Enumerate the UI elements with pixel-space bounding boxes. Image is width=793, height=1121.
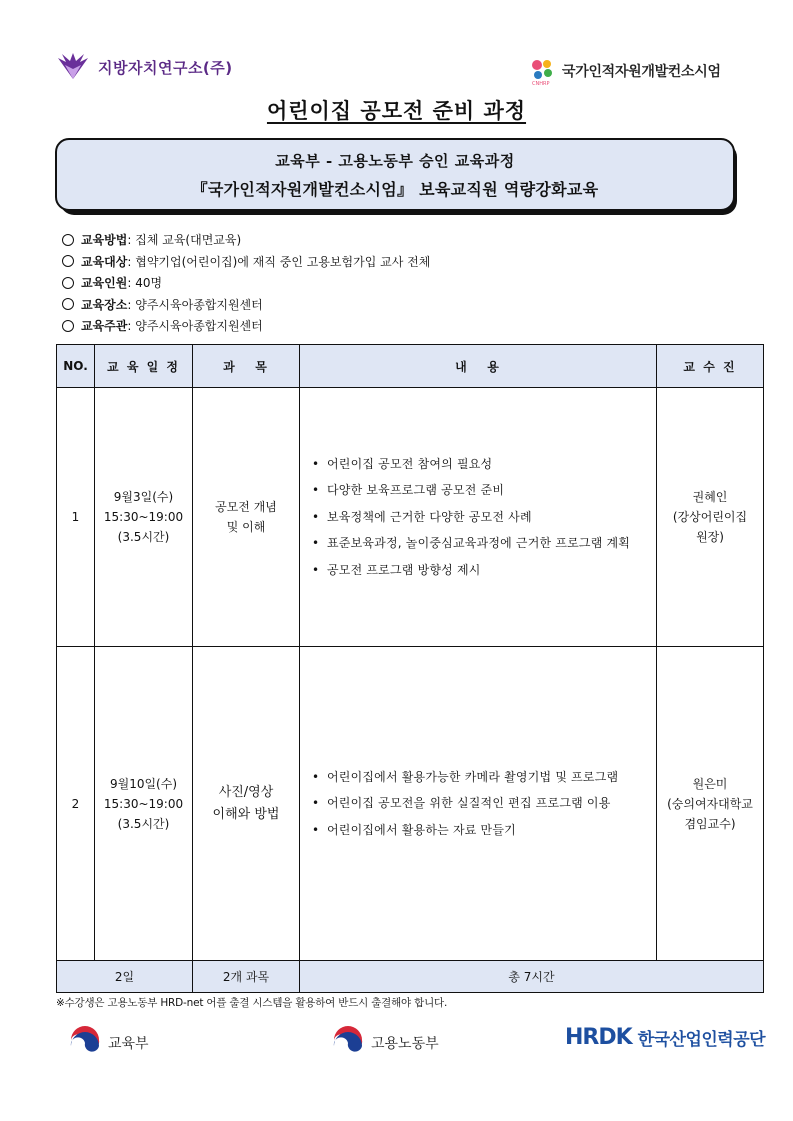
- info-label: 교육주관: [81, 319, 128, 334]
- instructor-org: (강상어린이집: [672, 510, 748, 524]
- date-duration: (3.5시간): [117, 816, 170, 831]
- taegeuk-icon: [331, 1026, 365, 1060]
- row-content: [300, 647, 657, 961]
- hrdk-mark: HRDK: [565, 1025, 632, 1050]
- list-item: • 다양한 보육프로그램 공모전 준비: [310, 477, 650, 504]
- list-item: • 어린이집에서 활용가능한 카메라 촬영기법 및 프로그램: [310, 764, 650, 791]
- row-subject: [193, 388, 300, 647]
- list-item: • 어린이집 공모전을 위한 실질적인 편집 프로그램 이용: [310, 790, 650, 817]
- mol-name: 고용노동부: [371, 1036, 439, 1052]
- lab-org-name: 지방자치연구소(주): [98, 58, 233, 77]
- moe-name: 교육부: [108, 1036, 149, 1052]
- info-location: [62, 294, 430, 316]
- info-value: : 양주시육아종합지원센터: [127, 297, 263, 312]
- list-item: • 표준보육과정, 놀이중심교육과정에 근거한 프로그램 계획: [310, 530, 650, 557]
- instructor-role: 겸임교수): [684, 816, 736, 831]
- row-no: 2: [57, 647, 95, 961]
- circle-bullet-icon: [62, 234, 74, 246]
- table-row: [57, 388, 764, 647]
- total-hours: 총 7시간: [300, 961, 764, 993]
- subject-line: 및 이해: [226, 520, 266, 534]
- svg-text:CNHRP: CNHRP: [532, 81, 550, 86]
- circle-bullet-icon: [62, 255, 74, 267]
- circle-bullet-icon: [62, 277, 74, 289]
- list-item: • 어린이집 공모전 참여의 필요성: [310, 451, 650, 478]
- list-item: • 공모전 프로그램 방향성 제시: [310, 557, 650, 584]
- page-title-text: 어린이집 공모전 준비 과정: [266, 99, 527, 123]
- info-organizer: [62, 315, 430, 337]
- list-item: • 보육정책에 근거한 다양한 공모전 사례: [310, 504, 650, 531]
- date-day: 9월3일(수): [113, 490, 174, 504]
- info-value: : 양주시육아종합지원센터: [127, 319, 263, 334]
- info-label: 교육장소: [81, 297, 128, 312]
- total-days: 2일: [57, 961, 193, 993]
- info-label: 교육방법: [81, 233, 128, 248]
- circle-bullet-icon: [62, 298, 74, 310]
- info-value: : 집체 교육(대면교육): [127, 233, 242, 248]
- instructor-name: 원은미: [692, 776, 728, 791]
- row-no: 1: [57, 388, 95, 647]
- date-time: 15:30~19:00: [103, 510, 184, 524]
- schedule-table: [56, 344, 764, 993]
- total-subjects: 2개 과목: [193, 961, 300, 993]
- consortium-name: 국가인적자원개발컨소시엄: [562, 64, 721, 80]
- header-subject: 과 목: [193, 345, 300, 388]
- mol-logo: [331, 1026, 439, 1060]
- list-item: • 어린이집에서 활용하는 자료 만들기: [310, 817, 650, 844]
- row-instructor: [657, 647, 764, 961]
- banner-line-1: 교육부 - 고용노동부 승인 교육과정: [275, 151, 515, 170]
- page-title: [0, 95, 793, 125]
- row-subject: [193, 647, 300, 961]
- header-date: 교 육 일 정: [95, 345, 193, 388]
- hrdk-name: 한국산업인력공단: [637, 1030, 766, 1050]
- row-content: [300, 388, 657, 647]
- taegeuk-icon: [68, 1026, 102, 1060]
- subject-line: 공모전 개념: [215, 500, 277, 514]
- course-info-list: [62, 229, 430, 337]
- table-row: [57, 647, 764, 961]
- subject-line: 이해와 방법: [212, 806, 280, 822]
- circle-bullet-icon: [62, 320, 74, 332]
- wing-emblem-icon: [56, 52, 90, 82]
- date-duration: (3.5시간): [117, 530, 170, 544]
- moe-logo: [68, 1026, 149, 1060]
- content-list: [310, 764, 650, 844]
- attendance-note: ※수강생은 고용노동부 HRD-net 어플 출결 시스템을 활용하여 반드시 출결해야 합니다.: [56, 997, 448, 1009]
- table-header-row: [57, 345, 764, 388]
- row-date: [95, 388, 193, 647]
- course-banner: [55, 138, 735, 211]
- banner-line-2: 『국가인적자원개발컨소시엄』 보육교직원 역량강화교육: [191, 179, 599, 199]
- instructor-name: 권혜인: [692, 490, 728, 504]
- info-value: : 40명: [127, 276, 163, 291]
- info-label: 교육대상: [81, 254, 128, 269]
- info-headcount: [62, 272, 430, 294]
- table-total-row: [57, 961, 764, 993]
- row-instructor: [657, 388, 764, 647]
- consortium-logo: [528, 56, 721, 86]
- info-value: : 협약기업(어린이집)에 재직 중인 고용보험가입 교사 전체: [127, 254, 431, 269]
- date-day: 9월10일(수): [109, 776, 178, 791]
- instructor-org: (숭의여자대학교: [667, 796, 753, 811]
- row-date: [95, 647, 193, 961]
- hrdk-logo: [565, 1025, 765, 1050]
- instructor-role: 원장): [696, 530, 724, 544]
- date-time: 15:30~19:00: [103, 796, 184, 811]
- header-instructor: 교 수 진: [657, 345, 764, 388]
- lab-logo: [56, 52, 233, 82]
- header-no: NO.: [57, 345, 95, 388]
- info-method: [62, 229, 430, 251]
- info-label: 교육인원: [81, 276, 128, 291]
- header-content: 내 용: [300, 345, 657, 388]
- subject-line: 사진/영상: [218, 784, 274, 800]
- info-target: [62, 251, 430, 273]
- content-list: [310, 451, 650, 584]
- star-emblem-icon: [528, 56, 556, 86]
